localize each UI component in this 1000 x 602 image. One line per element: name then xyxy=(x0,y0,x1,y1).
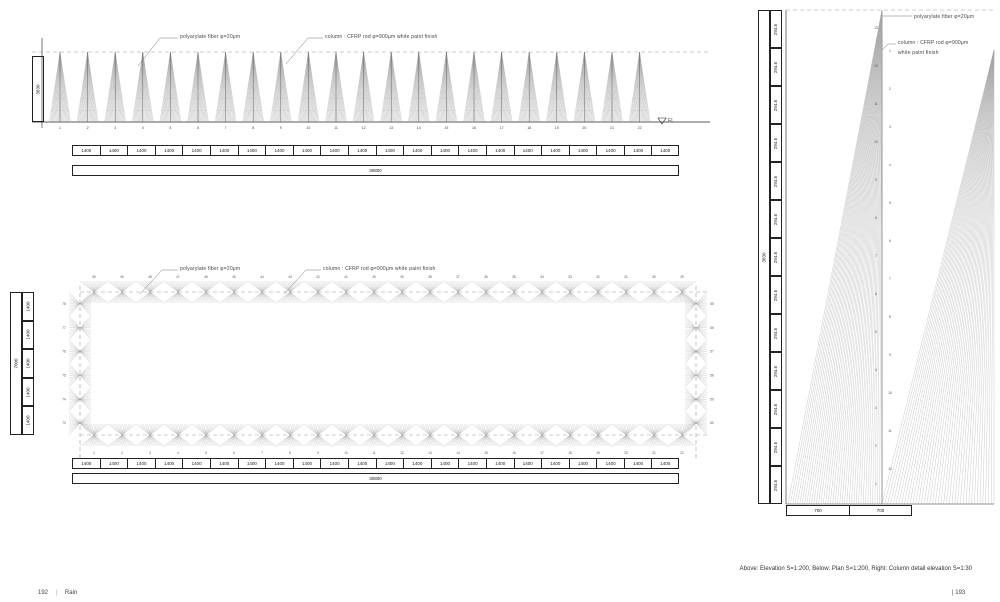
svg-text:12: 12 xyxy=(874,64,878,68)
svg-text:5: 5 xyxy=(875,330,877,334)
svg-text:11: 11 xyxy=(874,102,878,106)
dimension-cell: 1400 xyxy=(403,145,431,156)
svg-text:9: 9 xyxy=(279,126,282,130)
dimension-cell: 1400 xyxy=(348,145,376,156)
svg-text:57: 57 xyxy=(710,349,714,354)
svg-text:6: 6 xyxy=(875,292,877,296)
svg-text:15: 15 xyxy=(444,126,449,130)
svg-text:75: 75 xyxy=(62,373,66,378)
svg-text:18: 18 xyxy=(527,126,532,130)
dimension-cell: 1400 xyxy=(348,458,376,469)
svg-text:8: 8 xyxy=(252,126,255,130)
detail-height-dimension xyxy=(758,10,770,504)
svg-text:1: 1 xyxy=(889,48,891,53)
dimension-cell: 1400 xyxy=(651,458,679,469)
dimension-cell: 1400 xyxy=(265,458,293,469)
dimension-cell: 1400 xyxy=(22,378,34,407)
svg-text:37: 37 xyxy=(456,275,460,279)
svg-text:1: 1 xyxy=(59,126,61,130)
svg-text:22: 22 xyxy=(637,126,642,130)
svg-text:45: 45 xyxy=(232,275,236,279)
svg-text:3: 3 xyxy=(875,406,877,410)
svg-text:56: 56 xyxy=(710,325,714,330)
svg-text:74: 74 xyxy=(62,397,66,402)
svg-text:4: 4 xyxy=(141,126,144,130)
dimension-cell: 1400 xyxy=(210,145,238,156)
dimension-cell: 1400 xyxy=(541,458,569,469)
svg-text:42: 42 xyxy=(316,275,320,279)
svg-text:49: 49 xyxy=(120,275,124,279)
svg-text:47: 47 xyxy=(176,275,180,279)
svg-text:19: 19 xyxy=(596,451,600,455)
svg-text:10: 10 xyxy=(344,451,348,455)
dimension-cell: 1400 xyxy=(596,145,624,156)
plan-dimension-chain xyxy=(72,458,679,469)
dimension-cell: 1400 xyxy=(569,145,597,156)
footer-left-page: 192 xyxy=(38,590,49,596)
dimension-cell: 1400 xyxy=(265,145,293,156)
svg-text:12: 12 xyxy=(400,451,404,455)
svg-text:41: 41 xyxy=(344,275,348,279)
footer-right-page: | 193 xyxy=(952,590,966,596)
detail-leaders xyxy=(756,4,996,524)
elevation-fl-label: FL xyxy=(668,118,675,124)
svg-text:16: 16 xyxy=(472,126,476,130)
svg-text:32: 32 xyxy=(596,275,600,279)
svg-text:15: 15 xyxy=(484,451,488,455)
dimension-cell: 1400 xyxy=(22,349,34,378)
svg-text:20: 20 xyxy=(624,451,628,455)
detail-base-dimension-chain xyxy=(786,505,912,516)
dimension-cell: 1400 xyxy=(293,145,321,156)
dimension-cell: 1400 xyxy=(486,458,514,469)
elevation-leaders xyxy=(20,8,720,168)
svg-text:78: 78 xyxy=(62,301,66,306)
dimension-cell: 1400 xyxy=(569,458,597,469)
dimension-cell: 1400 xyxy=(651,145,679,156)
svg-text:3: 3 xyxy=(114,126,117,130)
plan-fiber-annotation: polyarylate fiber φ=20μm xyxy=(180,266,241,272)
svg-text:5: 5 xyxy=(889,200,891,205)
svg-text:13: 13 xyxy=(428,451,432,455)
svg-text:21: 21 xyxy=(610,126,614,130)
dimension-cell: 1400 xyxy=(514,458,542,469)
svg-text:35: 35 xyxy=(512,275,516,279)
svg-text:1: 1 xyxy=(93,451,95,455)
dimension-cell: 1400 xyxy=(458,145,486,156)
elevation-dimension-chain xyxy=(72,145,679,156)
dimension-cell: 1400 xyxy=(431,145,459,156)
dimension-cell: 294.6 xyxy=(770,200,782,238)
dimension-cell: 294.6 xyxy=(770,428,782,466)
svg-text:55: 55 xyxy=(710,301,714,306)
svg-text:59: 59 xyxy=(710,397,714,402)
svg-text:36: 36 xyxy=(484,275,488,279)
detail-height-value: 3830 xyxy=(761,251,767,263)
svg-text:9: 9 xyxy=(875,178,877,182)
svg-text:14: 14 xyxy=(456,451,460,455)
svg-text:8: 8 xyxy=(889,314,891,319)
sheet-caption: Above: Elevation S=1:200, Below: Plan S=1:200, Right: Column detail elevation S=1:30 xyxy=(739,566,972,572)
svg-text:13: 13 xyxy=(874,26,878,30)
dimension-cell: 294.6 xyxy=(770,238,782,276)
dimension-cell: 1400 xyxy=(72,145,100,156)
svg-text:12: 12 xyxy=(361,126,366,130)
dimension-cell: 1400 xyxy=(22,292,34,321)
dimension-cell: 1400 xyxy=(22,406,34,435)
svg-text:33: 33 xyxy=(568,275,572,279)
dimension-cell: 1400 xyxy=(403,458,431,469)
dimension-cell: 294.6 xyxy=(770,314,782,352)
svg-text:11: 11 xyxy=(372,451,376,455)
svg-text:44: 44 xyxy=(260,275,264,279)
svg-text:18: 18 xyxy=(568,451,572,455)
svg-text:12: 12 xyxy=(888,466,892,471)
detail-column-annotation-1: column : CFRP rod φ=900μm xyxy=(898,40,969,46)
dimension-cell: 294.6 xyxy=(770,48,782,86)
dimension-cell: 1400 xyxy=(486,145,514,156)
dimension-cell: 294.6 xyxy=(770,162,782,200)
dimension-cell: 294.6 xyxy=(770,390,782,428)
dimension-cell: 294.6 xyxy=(770,10,782,48)
plan-leaders xyxy=(20,262,720,482)
dimension-cell: 1400 xyxy=(431,458,459,469)
dimension-cell: 1400 xyxy=(182,145,210,156)
footer-left-title: Rain xyxy=(64,590,78,596)
svg-text:13: 13 xyxy=(389,126,394,130)
dimension-cell: 1400 xyxy=(541,145,569,156)
footer-left: 192 | Rain xyxy=(38,590,78,596)
svg-text:7: 7 xyxy=(875,254,877,258)
plan-column-annotation: column : CFRP rod φ=900μm white paint finish xyxy=(323,266,436,272)
svg-text:39: 39 xyxy=(400,275,404,279)
svg-text:43: 43 xyxy=(288,275,292,279)
svg-text:38: 38 xyxy=(428,275,432,279)
plan-depth-total xyxy=(10,292,22,435)
dimension-cell: 1400 xyxy=(127,145,155,156)
svg-text:5: 5 xyxy=(205,451,207,455)
svg-text:20: 20 xyxy=(582,126,587,130)
dimension-cell: 1400 xyxy=(127,458,155,469)
svg-text:17: 17 xyxy=(540,451,544,455)
dimension-cell: 1400 xyxy=(100,458,128,469)
svg-text:5: 5 xyxy=(169,126,172,130)
svg-text:34: 34 xyxy=(540,275,544,279)
svg-text:3: 3 xyxy=(889,124,891,129)
svg-text:60: 60 xyxy=(710,421,714,426)
dimension-cell: 1400 xyxy=(320,145,348,156)
svg-text:22: 22 xyxy=(680,451,684,455)
svg-text:73: 73 xyxy=(62,421,66,426)
dimension-cell: 1400 xyxy=(596,458,624,469)
svg-text:4: 4 xyxy=(889,162,891,167)
dimension-cell: 1400 xyxy=(210,458,238,469)
elevation-total-dimension xyxy=(72,165,679,176)
svg-text:9: 9 xyxy=(317,451,319,455)
dimension-cell: 1400 xyxy=(293,458,321,469)
svg-text:17: 17 xyxy=(499,126,504,130)
svg-text:58: 58 xyxy=(710,373,714,378)
dimension-cell: 1400 xyxy=(155,145,183,156)
dimension-cell: 700 xyxy=(849,505,912,516)
svg-text:11: 11 xyxy=(334,126,338,130)
svg-text:3: 3 xyxy=(149,451,151,455)
svg-text:19: 19 xyxy=(554,126,559,130)
plan-total-value: 30800 xyxy=(369,476,382,481)
svg-text:9: 9 xyxy=(889,352,891,357)
detail-fiber-annotation: polyarylate fiber φ=20μm xyxy=(914,14,975,20)
svg-text:11: 11 xyxy=(888,428,892,433)
svg-text:1: 1 xyxy=(875,482,877,486)
dimension-cell: 1400 xyxy=(624,458,652,469)
svg-text:4: 4 xyxy=(875,368,877,372)
detail-column-annotation-2: white paint finish xyxy=(898,50,939,56)
svg-text:8: 8 xyxy=(875,216,877,220)
svg-text:10: 10 xyxy=(874,140,878,144)
svg-text:6: 6 xyxy=(233,451,235,455)
dimension-cell: 1400 xyxy=(238,458,266,469)
dimension-cell: 294.6 xyxy=(770,466,782,504)
svg-text:7: 7 xyxy=(889,276,891,281)
dimension-cell: 1400 xyxy=(238,145,266,156)
svg-text:2: 2 xyxy=(889,86,891,91)
dimension-cell: 294.6 xyxy=(770,276,782,314)
plan-total-dimension xyxy=(72,473,679,484)
svg-text:6: 6 xyxy=(889,238,891,243)
svg-text:76: 76 xyxy=(62,349,66,354)
svg-text:77: 77 xyxy=(62,325,66,330)
svg-text:2: 2 xyxy=(86,126,89,130)
dimension-cell: 1400 xyxy=(100,145,128,156)
svg-text:29: 29 xyxy=(680,275,684,279)
svg-text:7: 7 xyxy=(261,451,263,455)
dimension-cell: 1400 xyxy=(72,458,100,469)
svg-text:48: 48 xyxy=(148,275,152,279)
svg-text:21: 21 xyxy=(652,451,656,455)
dimension-cell: 1400 xyxy=(376,458,404,469)
dimension-cell: 1400 xyxy=(376,145,404,156)
svg-text:40: 40 xyxy=(372,275,376,279)
svg-text:6: 6 xyxy=(197,126,199,130)
svg-text:46: 46 xyxy=(204,275,208,279)
svg-text:30: 30 xyxy=(652,275,656,279)
elevation-fiber-annotation: polyarylate fiber φ=20μm xyxy=(180,34,241,40)
svg-text:7: 7 xyxy=(224,126,227,130)
dimension-cell: 294.6 xyxy=(770,86,782,124)
dimension-cell: 1400 xyxy=(155,458,183,469)
svg-text:50: 50 xyxy=(92,275,96,279)
svg-text:8: 8 xyxy=(289,451,291,455)
svg-text:14: 14 xyxy=(416,126,421,130)
dimension-cell: 1400 xyxy=(624,145,652,156)
dimension-cell: 700 xyxy=(786,505,849,516)
dimension-cell: 294.6 xyxy=(770,352,782,390)
svg-text:10: 10 xyxy=(306,126,311,130)
svg-text:2: 2 xyxy=(875,444,877,448)
svg-text:10: 10 xyxy=(888,390,892,395)
dimension-cell: 1400 xyxy=(458,458,486,469)
svg-text:31: 31 xyxy=(624,275,628,279)
svg-text:4: 4 xyxy=(177,451,179,455)
dimension-cell: 1400 xyxy=(514,145,542,156)
svg-text:16: 16 xyxy=(512,451,516,455)
elevation-height-value: 3830 xyxy=(35,83,41,95)
dimension-cell: 1400 xyxy=(320,458,348,469)
elevation-column-annotation: column : CFRP rod φ=900μm white paint finish xyxy=(325,34,438,40)
svg-text:2: 2 xyxy=(121,451,123,455)
elevation-total-value: 30800 xyxy=(369,168,382,173)
plan-depth-total-value: 7000 xyxy=(13,358,19,369)
dimension-cell: 294.6 xyxy=(770,124,782,162)
dimension-cell: 1400 xyxy=(22,321,34,350)
dimension-cell: 1400 xyxy=(182,458,210,469)
